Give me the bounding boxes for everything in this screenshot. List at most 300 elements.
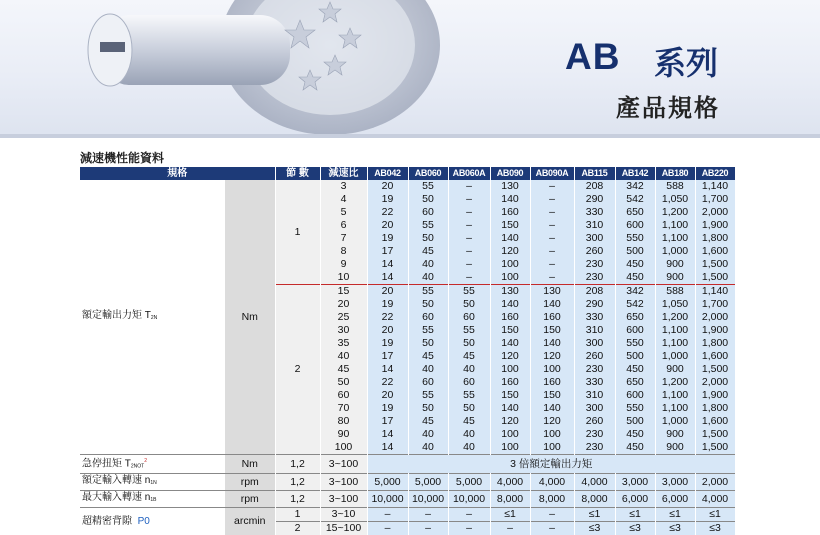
- gearbox-illustration: [60, 0, 480, 138]
- value-cell: 1,700: [695, 193, 735, 206]
- emergency-label: [80, 455, 225, 474]
- value-cell: 1,100: [655, 402, 695, 415]
- value-cell: 45: [408, 415, 448, 428]
- rated-speed-label: [80, 474, 225, 491]
- value-cell: 260: [574, 245, 615, 258]
- value-cell: –: [530, 219, 574, 232]
- max-speed-label-subscript: 1B: [150, 497, 157, 504]
- value-cell: 50: [408, 402, 448, 415]
- header-model: AB060A: [448, 167, 490, 180]
- value-cell: 330: [574, 311, 615, 324]
- value-cell: –: [448, 232, 490, 245]
- value-cell: 140: [490, 298, 530, 311]
- value-cell: 208: [574, 285, 615, 299]
- value-cell: 120: [490, 350, 530, 363]
- value-cell: 1,500: [695, 428, 735, 441]
- value-cell: 60: [408, 311, 448, 324]
- value-cell: 150: [530, 324, 574, 337]
- value-cell: 20: [367, 389, 408, 402]
- value-cell: 120: [490, 245, 530, 258]
- value-cell: 40: [408, 441, 448, 455]
- value-cell: 20: [367, 219, 408, 232]
- value-cell: 588: [655, 285, 695, 299]
- value-cell: 1,500: [695, 441, 735, 455]
- value-cell: 140: [530, 337, 574, 350]
- backlash-row: [80, 508, 735, 522]
- backlash-unit: arcmin: [225, 508, 275, 535]
- value-cell: 230: [574, 428, 615, 441]
- value-cell: 5,000: [367, 474, 408, 491]
- value-cell: –: [530, 271, 574, 285]
- value-cell: 100: [530, 441, 574, 455]
- value-cell: –: [530, 245, 574, 258]
- stage-cell: 1,2: [275, 455, 320, 474]
- value-cell: –: [408, 508, 448, 522]
- torque-label-subscript: 2N: [150, 315, 158, 321]
- rated-speed-label-subscript: 1N: [150, 480, 157, 487]
- ratio-cell: 20: [320, 298, 367, 311]
- value-cell: 40: [408, 363, 448, 376]
- series-code-title: AB: [565, 36, 621, 77]
- value-cell: 1,140: [695, 180, 735, 193]
- value-cell: 450: [615, 271, 655, 285]
- value-cell: 1,100: [655, 337, 695, 350]
- value-cell: 8,000: [490, 491, 530, 508]
- value-cell: 1,800: [695, 402, 735, 415]
- ratio-cell: 15~100: [320, 522, 367, 535]
- value-cell: 40: [408, 258, 448, 271]
- header-model: AB060: [408, 167, 448, 180]
- value-cell: 45: [408, 350, 448, 363]
- value-cell: 1,200: [655, 206, 695, 219]
- value-cell: 55: [448, 389, 490, 402]
- value-cell: 230: [574, 258, 615, 271]
- value-cell: 450: [615, 258, 655, 271]
- value-cell: 4,000: [530, 474, 574, 491]
- value-cell: 20: [367, 324, 408, 337]
- value-cell: 1,500: [695, 363, 735, 376]
- value-cell: 260: [574, 415, 615, 428]
- value-cell: 150: [530, 389, 574, 402]
- stage-cell: 1,2: [275, 491, 320, 508]
- value-cell: 140: [490, 193, 530, 206]
- value-cell: –: [530, 193, 574, 206]
- value-cell: 230: [574, 363, 615, 376]
- value-cell: 550: [615, 402, 655, 415]
- value-cell: 10,000: [448, 491, 490, 508]
- value-cell: 14: [367, 271, 408, 285]
- ratio-cell: 90: [320, 428, 367, 441]
- value-cell: 3,000: [655, 474, 695, 491]
- value-cell: 1,600: [695, 245, 735, 258]
- ratio-cell: 9: [320, 258, 367, 271]
- value-cell: 1,050: [655, 298, 695, 311]
- value-cell: 588: [655, 180, 695, 193]
- value-cell: 1,000: [655, 415, 695, 428]
- emergency-note: 3 倍額定輸出力矩: [367, 455, 735, 474]
- value-cell: 650: [615, 206, 655, 219]
- value-cell: 300: [574, 232, 615, 245]
- value-cell: 8,000: [530, 491, 574, 508]
- value-cell: –: [448, 219, 490, 232]
- value-cell: 45: [448, 415, 490, 428]
- ratio-cell: 10: [320, 271, 367, 285]
- value-cell: –: [530, 508, 574, 522]
- value-cell: 1,000: [655, 245, 695, 258]
- header-model: AB090: [490, 167, 530, 180]
- ratio-cell: 15: [320, 285, 367, 299]
- value-cell: 22: [367, 376, 408, 389]
- value-cell: 900: [655, 428, 695, 441]
- value-cell: 19: [367, 193, 408, 206]
- ratio-cell: 7: [320, 232, 367, 245]
- header-stages: 節 數: [275, 167, 320, 180]
- value-cell: –: [448, 180, 490, 193]
- value-cell: 50: [408, 337, 448, 350]
- ratio-cell: 25: [320, 311, 367, 324]
- value-cell: 1,100: [655, 324, 695, 337]
- value-cell: 55: [408, 180, 448, 193]
- value-cell: 10,000: [408, 491, 448, 508]
- value-cell: 1,800: [695, 232, 735, 245]
- value-cell: 450: [615, 363, 655, 376]
- value-cell: 230: [574, 271, 615, 285]
- value-cell: –: [448, 193, 490, 206]
- value-cell: 260: [574, 350, 615, 363]
- value-cell: 14: [367, 441, 408, 455]
- ratio-cell: 3~100: [320, 474, 367, 491]
- value-cell: –: [490, 522, 530, 535]
- value-cell: 1,050: [655, 193, 695, 206]
- value-cell: ≤1: [574, 508, 615, 522]
- value-cell: 17: [367, 350, 408, 363]
- value-cell: 300: [574, 402, 615, 415]
- value-cell: 50: [448, 298, 490, 311]
- value-cell: 55: [408, 219, 448, 232]
- ratio-cell: 60: [320, 389, 367, 402]
- value-cell: 50: [408, 298, 448, 311]
- value-cell: 140: [490, 337, 530, 350]
- banner-bottom-band: [0, 134, 820, 138]
- value-cell: ≤1: [490, 508, 530, 522]
- value-cell: 5,000: [408, 474, 448, 491]
- stage-cell: 1: [275, 180, 320, 285]
- value-cell: 550: [615, 232, 655, 245]
- value-cell: 1,900: [695, 324, 735, 337]
- rated-speed-row: [80, 474, 735, 491]
- ratio-cell: 100: [320, 441, 367, 455]
- value-cell: 330: [574, 206, 615, 219]
- value-cell: 19: [367, 402, 408, 415]
- value-cell: 1,800: [695, 337, 735, 350]
- value-cell: 1,200: [655, 311, 695, 324]
- value-cell: –: [367, 522, 408, 535]
- value-cell: 1,100: [655, 219, 695, 232]
- value-cell: 900: [655, 441, 695, 455]
- value-cell: 342: [615, 285, 655, 299]
- value-cell: 6,000: [615, 491, 655, 508]
- value-cell: 542: [615, 193, 655, 206]
- value-cell: ≤1: [695, 508, 735, 522]
- emergency-torque-row: [80, 455, 735, 474]
- value-cell: 290: [574, 298, 615, 311]
- value-cell: 2,000: [695, 206, 735, 219]
- value-cell: 1,100: [655, 232, 695, 245]
- value-cell: 140: [530, 402, 574, 415]
- rated-speed-label-text: 額定輸入轉速 n: [82, 475, 151, 487]
- ratio-cell: 40: [320, 350, 367, 363]
- torque-label-text: 額定輸出力矩 T: [82, 310, 151, 321]
- value-cell: 14: [367, 258, 408, 271]
- value-cell: 600: [615, 389, 655, 402]
- value-cell: 120: [490, 415, 530, 428]
- value-cell: 650: [615, 311, 655, 324]
- value-cell: 140: [490, 402, 530, 415]
- value-cell: 19: [367, 337, 408, 350]
- backlash-label-text: 超精密背隙: [82, 516, 132, 528]
- value-cell: 40: [448, 428, 490, 441]
- value-cell: –: [448, 271, 490, 285]
- value-cell: 140: [530, 298, 574, 311]
- ratio-cell: 35: [320, 337, 367, 350]
- series-label: 系列: [654, 44, 719, 82]
- value-cell: 130: [530, 285, 574, 299]
- value-cell: 17: [367, 245, 408, 258]
- ratio-cell: 80: [320, 415, 367, 428]
- table-header-row: [80, 167, 735, 180]
- value-cell: –: [530, 258, 574, 271]
- value-cell: 14: [367, 428, 408, 441]
- stage-cell: 1: [275, 508, 320, 522]
- value-cell: 5,000: [448, 474, 490, 491]
- value-cell: 45: [448, 350, 490, 363]
- value-cell: 160: [490, 206, 530, 219]
- emergency-label-superscript: 2: [144, 458, 148, 464]
- value-cell: 20: [367, 180, 408, 193]
- value-cell: 310: [574, 219, 615, 232]
- value-cell: 6,000: [655, 491, 695, 508]
- value-cell: 300: [574, 337, 615, 350]
- value-cell: 140: [490, 232, 530, 245]
- header-model: AB180: [655, 167, 695, 180]
- ratio-cell: 3~100: [320, 491, 367, 508]
- value-cell: 14: [367, 363, 408, 376]
- ratio-cell: 3~10: [320, 508, 367, 522]
- value-cell: 55: [408, 285, 448, 299]
- value-cell: 160: [530, 311, 574, 324]
- emergency-label-text: 急停扭矩 T: [82, 458, 131, 470]
- value-cell: 4,000: [574, 474, 615, 491]
- value-cell: 500: [615, 245, 655, 258]
- value-cell: 22: [367, 311, 408, 324]
- value-cell: 500: [615, 350, 655, 363]
- value-cell: 1,900: [695, 389, 735, 402]
- max-speed-row: [80, 491, 735, 508]
- value-cell: 22: [367, 206, 408, 219]
- ratio-cell: 45: [320, 363, 367, 376]
- value-cell: 160: [490, 311, 530, 324]
- header-model: AB042: [367, 167, 408, 180]
- ratio-cell: 6: [320, 219, 367, 232]
- value-cell: 160: [530, 376, 574, 389]
- value-cell: 150: [490, 219, 530, 232]
- value-cell: 542: [615, 298, 655, 311]
- value-cell: 1,600: [695, 415, 735, 428]
- value-cell: 2,000: [695, 474, 735, 491]
- value-cell: 310: [574, 389, 615, 402]
- value-cell: 60: [448, 376, 490, 389]
- value-cell: 230: [574, 441, 615, 455]
- value-cell: –: [530, 522, 574, 535]
- value-cell: 40: [448, 363, 490, 376]
- value-cell: 60: [408, 376, 448, 389]
- value-cell: 1,200: [655, 376, 695, 389]
- value-cell: ≤3: [574, 522, 615, 535]
- value-cell: 160: [490, 376, 530, 389]
- torque-unit: Nm: [225, 180, 275, 455]
- value-cell: –: [530, 206, 574, 219]
- value-cell: –: [448, 508, 490, 522]
- table-row: [80, 180, 735, 193]
- section-title: 減速機性能資料: [80, 151, 165, 165]
- ratio-cell: 30: [320, 324, 367, 337]
- value-cell: 4,000: [490, 474, 530, 491]
- value-cell: 290: [574, 193, 615, 206]
- value-cell: 40: [408, 271, 448, 285]
- value-cell: 40: [448, 441, 490, 455]
- value-cell: ≤1: [615, 508, 655, 522]
- stage-cell: 2: [275, 522, 320, 535]
- value-cell: 100: [530, 428, 574, 441]
- value-cell: –: [448, 245, 490, 258]
- value-cell: 10,000: [367, 491, 408, 508]
- value-cell: 20: [367, 285, 408, 299]
- value-cell: –: [448, 258, 490, 271]
- value-cell: 100: [490, 428, 530, 441]
- value-cell: 450: [615, 441, 655, 455]
- value-cell: 19: [367, 232, 408, 245]
- value-cell: ≤3: [655, 522, 695, 535]
- value-cell: 1,500: [695, 271, 735, 285]
- value-cell: –: [408, 522, 448, 535]
- value-cell: 900: [655, 363, 695, 376]
- value-cell: 330: [574, 376, 615, 389]
- value-cell: 2,000: [695, 311, 735, 324]
- value-cell: 60: [448, 311, 490, 324]
- value-cell: 55: [408, 389, 448, 402]
- value-cell: 3,000: [615, 474, 655, 491]
- ratio-cell: 8: [320, 245, 367, 258]
- performance-table: [80, 167, 736, 535]
- value-cell: 100: [490, 258, 530, 271]
- value-cell: 50: [408, 232, 448, 245]
- value-cell: 1,900: [695, 219, 735, 232]
- value-cell: 1,000: [655, 350, 695, 363]
- value-cell: 650: [615, 376, 655, 389]
- backlash-label: [80, 508, 225, 535]
- value-cell: 1,700: [695, 298, 735, 311]
- max-speed-label-text: 最大輸入轉速 n: [82, 492, 151, 504]
- stage-cell: 2: [275, 285, 320, 455]
- ratio-cell: 3~100: [320, 455, 367, 474]
- value-cell: 310: [574, 324, 615, 337]
- value-cell: 1,140: [695, 285, 735, 299]
- value-cell: 130: [490, 180, 530, 193]
- value-cell: 1,100: [655, 389, 695, 402]
- header-spec: 規格: [80, 167, 275, 180]
- value-cell: –: [530, 180, 574, 193]
- max-speed-label: [80, 491, 225, 508]
- value-cell: 120: [530, 350, 574, 363]
- value-cell: ≤1: [655, 508, 695, 522]
- value-cell: 600: [615, 219, 655, 232]
- value-cell: 4,000: [695, 491, 735, 508]
- value-cell: 120: [530, 415, 574, 428]
- value-cell: 900: [655, 258, 695, 271]
- torque-label: [80, 180, 225, 455]
- value-cell: 100: [490, 441, 530, 455]
- page-subtitle: 產品規格: [616, 94, 720, 122]
- value-cell: 45: [408, 245, 448, 258]
- header-banner: [0, 0, 820, 138]
- value-cell: 150: [490, 324, 530, 337]
- value-cell: –: [448, 206, 490, 219]
- value-cell: 100: [530, 363, 574, 376]
- header-ratio: 減速比: [320, 167, 367, 180]
- value-cell: 130: [490, 285, 530, 299]
- value-cell: 17: [367, 415, 408, 428]
- value-cell: 550: [615, 337, 655, 350]
- ratio-cell: 50: [320, 376, 367, 389]
- value-cell: –: [448, 522, 490, 535]
- value-cell: 50: [448, 337, 490, 350]
- value-cell: 342: [615, 180, 655, 193]
- value-cell: 55: [408, 324, 448, 337]
- emergency-unit: Nm: [225, 455, 275, 474]
- value-cell: 55: [448, 324, 490, 337]
- ratio-cell: 3: [320, 180, 367, 193]
- value-cell: 2,000: [695, 376, 735, 389]
- stage-cell: 1,2: [275, 474, 320, 491]
- value-cell: 900: [655, 271, 695, 285]
- value-cell: ≤3: [615, 522, 655, 535]
- value-cell: –: [530, 232, 574, 245]
- max-speed-unit: rpm: [225, 491, 275, 508]
- value-cell: 600: [615, 324, 655, 337]
- ratio-cell: 70: [320, 402, 367, 415]
- value-cell: 19: [367, 298, 408, 311]
- value-cell: 40: [408, 428, 448, 441]
- emergency-label-subscript: 2NOT: [130, 463, 145, 470]
- value-cell: 208: [574, 180, 615, 193]
- rated-speed-unit: rpm: [225, 474, 275, 491]
- ratio-cell: 4: [320, 193, 367, 206]
- value-cell: 55: [448, 285, 490, 299]
- ratio-cell: 5: [320, 206, 367, 219]
- value-cell: 500: [615, 415, 655, 428]
- header-model: AB220: [695, 167, 735, 180]
- value-cell: 450: [615, 428, 655, 441]
- value-cell: 50: [448, 402, 490, 415]
- value-cell: –: [367, 508, 408, 522]
- value-cell: 100: [490, 271, 530, 285]
- header-model: AB142: [615, 167, 655, 180]
- header-model: AB090A: [530, 167, 574, 180]
- value-cell: 1,600: [695, 350, 735, 363]
- header-model: AB115: [574, 167, 615, 180]
- value-cell: 1,500: [695, 258, 735, 271]
- value-cell: ≤3: [695, 522, 735, 535]
